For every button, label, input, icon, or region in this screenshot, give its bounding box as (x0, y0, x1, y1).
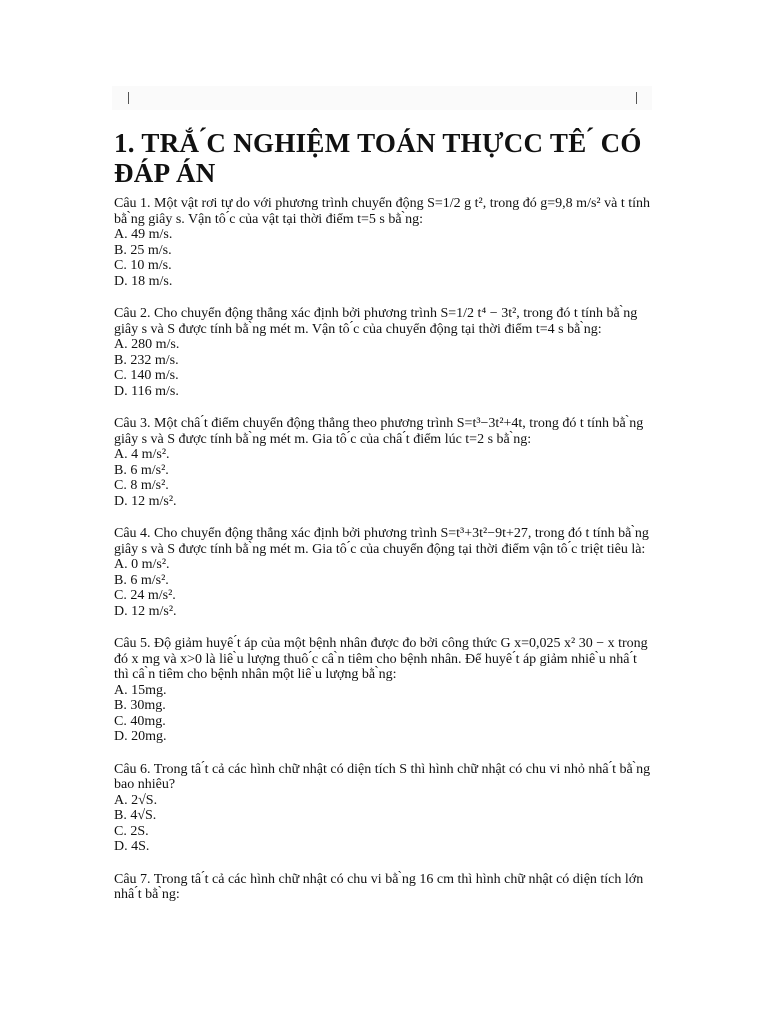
question-6 (114, 762, 654, 855)
answer-option-d: D. 12 m/s². (114, 603, 177, 619)
question-stem: Câu 1. Một vật rơi tự do với phương trình chuyển động S=1/2 g t², trong đó g=9,8 m/s² và t tính bằ ̀ng giây s. Vận tô ́c của vật tại thời điểm t=5 s bằ ̀ng: (114, 196, 650, 227)
answer-option-d: D. 4S. (114, 839, 150, 854)
answer-option-a: A. 2√S. (114, 792, 158, 808)
answer-options (114, 683, 654, 745)
answer-option-b: B. 6 m/s². (114, 572, 169, 588)
answer-option-b: B. 4√S. (114, 808, 157, 823)
answer-option-b: B. 232 m/s. (114, 352, 179, 368)
answer-option-a: A. 15mg. (114, 682, 167, 698)
answer-option-c: C. 2S. (114, 823, 149, 839)
answer-option-a: A. 4 m/s². (114, 447, 170, 462)
answer-option-c: C. 140 m/s. (114, 368, 179, 383)
page-header (0, 0, 768, 120)
document-body (114, 128, 654, 920)
answer-options (114, 557, 654, 619)
answer-option-a: A. 0 m/s². (114, 557, 170, 572)
question-stem: Câu 5. Độ giảm huyê ́t áp của một bệnh nhân được đo bởi công thức G x=0,025 x² 30 − x trong đó x mg và x>0 là liê ̀u lượng thuô ́c câ ̀n tiêm cho bệnh nhân. Để huyê ́t áp giảm nhiê ̀u nhâ ́t thì câ ̀n tiêm cho bệnh nhân một liê ̀u lượng bằ ̀ng: (114, 636, 648, 682)
answer-options (114, 227, 654, 289)
answer-option-b: B. 30mg. (114, 698, 166, 713)
answer-option-c: C. 24 m/s². (114, 588, 176, 603)
answer-option-b: B. 25 m/s. (114, 242, 172, 258)
answer-options (114, 337, 654, 399)
question-1 (114, 196, 654, 289)
right-margin-marker (636, 92, 637, 104)
left-margin-marker (128, 92, 129, 104)
question-stem: Câu 2. Cho chuyển động thẳng xác định bởi phương trình S=1/2 t⁴ − 3t², trong đó t tính bằ ̀ng giây s và S được tính bằ ̀ng mét m. Vận tô ́c của chuyển động tại thời điểm t=4 s bằ ̀ng: (114, 306, 638, 337)
question-list (114, 196, 654, 903)
answer-option-a: A. 49 m/s. (114, 227, 173, 242)
question-4 (114, 526, 654, 619)
answer-option-b: B. 6 m/s². (114, 462, 169, 478)
question-3 (114, 416, 654, 509)
document-title: 1. TRẮ ́C NGHIỆM TOÁN THỰCC TÊ ́ CÓ ĐÁP ÁN (114, 128, 642, 188)
question-stem: Câu 3. Một châ ́t điểm chuyển động thẳng theo phương trình S=t³−3t²+4t, trong đó t tính bằ ̀ng giây s và S được tính bằ ̀ng mét m. Gia tô ́c của châ ́t điểm lúc t=2 s bằ ̀ng: (114, 416, 644, 447)
answer-option-c: C. 8 m/s². (114, 478, 169, 493)
header-band (112, 86, 652, 110)
question-5 (114, 636, 654, 745)
question-stem: Câu 4. Cho chuyển động thẳng xác định bởi phương trình S=t³+3t²−9t+27, trong đó t tính bằ ̀ng giây s và S được tính bằ ̀ng mét m. Gia tô ́c của chuyển động tại thời điểm vận tô ́c triệt tiêu là: (114, 526, 649, 557)
answer-option-d: D. 116 m/s. (114, 383, 179, 399)
question-stem: Câu 7. Trong tâ ́t cả các hình chữ nhật có chu vi bằ ̀ng 16 cm thì hình chữ nhật có diện tích lớn nhâ ́t bằ ̀ng: (114, 871, 644, 902)
answer-option-c: C. 10 m/s. (114, 258, 172, 273)
question-2 (114, 306, 654, 399)
answer-option-d: D. 20mg. (114, 729, 167, 744)
answer-option-c: C. 40mg. (114, 713, 166, 729)
answer-option-d: D. 12 m/s². (114, 493, 177, 509)
answer-options (114, 793, 654, 855)
answer-option-d: D. 18 m/s. (114, 273, 173, 289)
question-7 (114, 872, 654, 903)
answer-options (114, 447, 654, 509)
answer-option-a: A. 280 m/s. (114, 337, 180, 352)
question-stem: Câu 6. Trong tâ ́t cả các hình chữ nhật có diện tích S thì hình chữ nhật có chu vi nhỏ nhâ ́t bằ ̀ng bao nhiêu? (114, 761, 651, 792)
